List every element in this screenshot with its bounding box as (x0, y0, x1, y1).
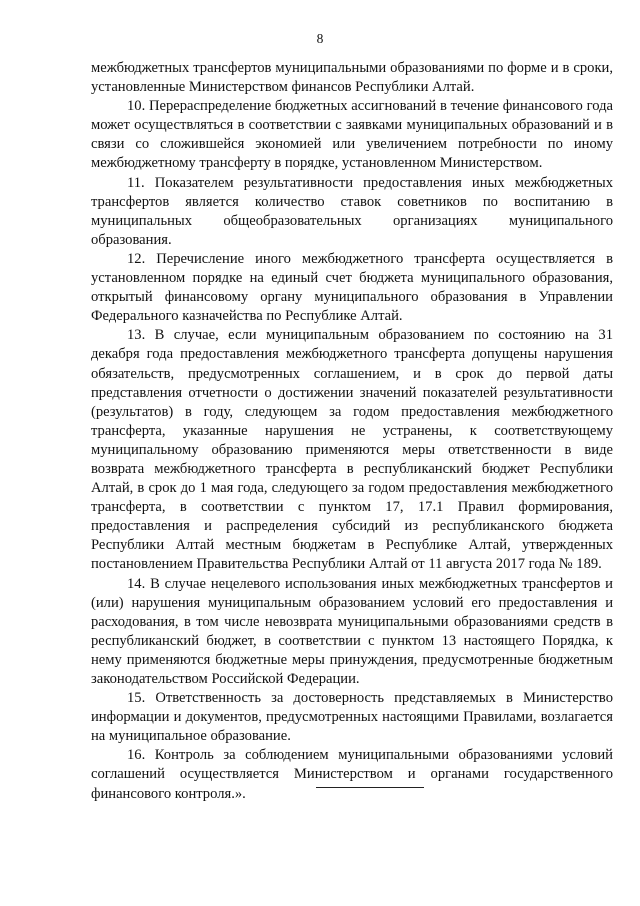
page-number: 8 (316, 31, 324, 46)
paragraph-14: 14. В случае нецелевого использования иных межбюджетных трансфертов и (или) нарушения муниципальным образованием условий его предоставления и расходования, в том числе невозврата муниципальными образованиями средств в республиканский бюджет, в соответствии с пунктом 13 настоящего Порядка, к нему применяются бюджетные меры принуждения, предусмотренные бюджетным законодательством Российской Федерации. (91, 575, 613, 687)
end-divider-line (316, 787, 424, 788)
paragraph-11: 11. Показателем результативности предоставления иных межбюджетных трансфертов является количество ставок советников по воспитанию в муниципальных общеобразовательных организациях муниципального образования. (91, 174, 613, 248)
document-body (91, 59, 613, 804)
paragraph-15: 15. Ответственность за достоверность представляемых в Министерство информации и документов, предусмотренных настоящими Правилами, возлагается на муниципальное образование. (91, 690, 613, 745)
paragraph-12: 12. Перечисление иного межбюджетного трансферта осуществляется в установленном порядке на единый счет бюджета муниципального образования, открытый финансовому органу муниципального образования в Управлении Федерального казначейства по Республике Алтай. (91, 250, 613, 325)
paragraph-10: 10. Перераспределение бюджетных ассигнований в течение финансового года может осуществляться в соответствии с заявками муниципальных образований и в связи со сложившейся экономией или увеличением потребности по иному межбюджетному трансферту в порядке, установленном Министерством. (91, 98, 613, 172)
paragraph-16: 16. Контроль за соблюдением муниципальными образованиями условий соглашений осуществляется Министерством и органами государственного финансового контроля.». (91, 747, 613, 802)
paragraph-continuation: межбюджетных трансфертов муниципальными образованиями по форме и в сроки, установленные Министерством финансов Республики Алтай. (91, 60, 613, 96)
paragraph-13: 13. В случае, если муниципальным образованием по состоянию на 31 декабря года предоставления межбюджетного трансферта допущены нарушения обязательств, предусмотренных соглашением, и в срок до первой даты представления отчетности о достижении значений показателей результативности (результатов) в году, следующем за годом предоставления межбюджетного трансферта, указанные нарушения не устранены, к соответствующему муниципальному образованию применяются меры ответственности в виде возврата межбюджетного трансферта в республиканский бюджет Республики Алтай, в срок до 1 мая года, следующего за годом предоставления межбюджетного трансферта, в соответствии с пунктом 17, 17.1 Правил формирования, предоставления и распределения субсидий из республиканского бюджета Республики Алтай местным бюджетам в Республике Алтай, утвержденных постановлением Правительства Республики Алтай от 11 августа 2017 года № 189. (91, 327, 613, 573)
